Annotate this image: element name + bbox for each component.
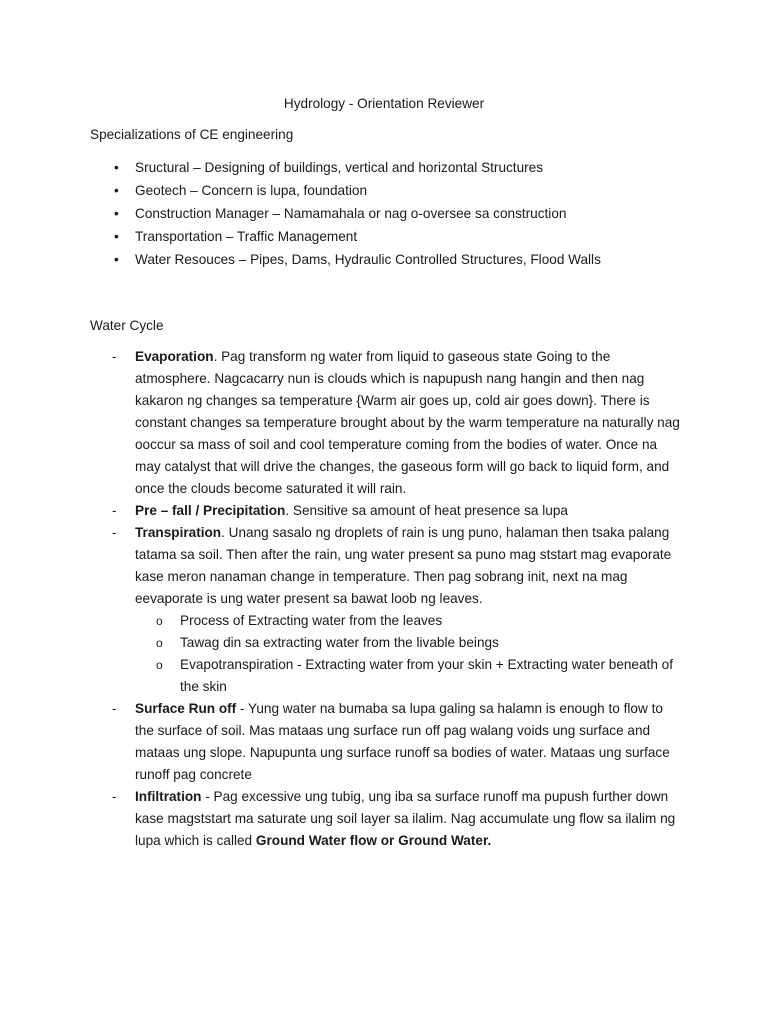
term-transpiration: Transpiration xyxy=(135,525,222,540)
dash-bullet-icon: - xyxy=(112,349,117,364)
sub-list-item xyxy=(135,654,682,698)
list-item-precipitation xyxy=(90,500,682,522)
circle-bullet-icon: o xyxy=(156,658,163,672)
infiltration-emphasis: Ground Water flow or Ground Water. xyxy=(255,833,492,848)
list-item-text: Sructural – Designing of buildings, vertical and horizontal Structures xyxy=(135,160,544,175)
term-infiltration: Infiltration xyxy=(135,789,202,804)
circle-bullet-icon: o xyxy=(156,636,163,650)
sub-list-item-text: Tawag din sa extracting water from the livable beings xyxy=(180,635,499,650)
term-evaporation: Evaporation xyxy=(135,349,214,364)
transpiration-text: . Unang sasalo ng droplets of rain is ung puno, halaman then tsaka palang tatama sa soil. Then after the rain, ung water present sa puno mag ststart mag evaporate kase meron nanaman change in temperature. Then pag sobrang init, next na mag eevaporate is ung water present sa bawat loob ng leaves. xyxy=(135,525,672,606)
list-item-text: Water Resouces – Pipes, Dams, Hydraulic Controlled Structures, Flood Walls xyxy=(135,252,601,267)
document-title: Hydrology - Orientation Reviewer xyxy=(283,96,485,111)
water-cycle-list xyxy=(90,346,682,852)
dash-bullet-icon: - xyxy=(112,789,117,804)
list-item-infiltration xyxy=(90,786,682,852)
dash-bullet-icon: - xyxy=(112,525,117,540)
sub-list-item xyxy=(135,610,682,632)
list-item-text: Transportation – Traffic Management xyxy=(135,229,358,244)
sub-list-item-text: Process of Extracting water from the leaves xyxy=(180,613,443,628)
list-item xyxy=(90,157,690,180)
list-item xyxy=(90,180,690,203)
specializations-list xyxy=(90,157,690,272)
list-item-runoff xyxy=(90,698,682,786)
list-item-evaporation xyxy=(90,346,682,500)
infiltration-text: - Pag excessive ung tubig, ung iba sa surface runoff ma pupush further down kase magststart ma saturate ung soil layer sa ilalim. Nag accumulate ung flow sa ilalim ng lupa which is called xyxy=(135,789,676,848)
dash-bullet-icon: - xyxy=(112,701,117,716)
circle-bullet-icon: o xyxy=(156,614,163,628)
list-item-text: Construction Manager – Namamahala or nag o-oversee sa construction xyxy=(135,206,567,221)
term-precipitation: Pre – fall / Precipitation xyxy=(135,503,286,518)
term-runoff: Surface Run off xyxy=(135,701,237,716)
list-item-transpiration xyxy=(90,522,682,698)
bullet-icon: • xyxy=(114,160,119,175)
bullet-icon: • xyxy=(114,229,119,244)
sub-list-item xyxy=(135,632,682,654)
precipitation-text: . Sensitive sa amount of heat presence sa lupa xyxy=(285,503,568,518)
bullet-icon: • xyxy=(114,183,119,198)
list-item xyxy=(90,203,690,226)
specializations-heading: Specializations of CE engineering xyxy=(90,127,294,142)
list-item-text: Geotech – Concern is lupa, foundation xyxy=(135,183,368,198)
list-item xyxy=(90,249,690,272)
transpiration-sublist xyxy=(135,610,682,698)
evaporation-text: . Pag transform ng water from liquid to gaseous state Going to the atmosphere. Nagcacarry nun is clouds which is napupush nang hangin and then nag kakaron ng changes sa temperature {Warm air goes up, cold air goes down}. There is constant changes sa temperature brought about by the warm temperature na naturally nag ooccur sa mass of soil and cool temperature coming from the bodies of water. Once na may catalyst that will drive the changes, the gaseous form will go back to liquid form, and once the clouds become saturated it will rain. xyxy=(135,349,680,496)
list-item xyxy=(90,226,690,249)
sub-list-item-text: Evapotranspiration - Extracting water from your skin + Extracting water beneath of the skin xyxy=(180,657,674,694)
bullet-icon: • xyxy=(114,206,119,221)
runoff-text: - Yung water na bumaba sa lupa galing sa halamn is enough to flow to the surface of soil. Mas mataas ung surface run off pag walang voids ung surface and mataas ung slope. Napupunta ung surface runoff sa bodies of water. Mataas ung surface runoff pag concrete xyxy=(135,701,670,782)
bullet-icon: • xyxy=(114,252,119,267)
dash-bullet-icon: - xyxy=(112,503,117,518)
water-cycle-heading: Water Cycle xyxy=(90,318,164,333)
